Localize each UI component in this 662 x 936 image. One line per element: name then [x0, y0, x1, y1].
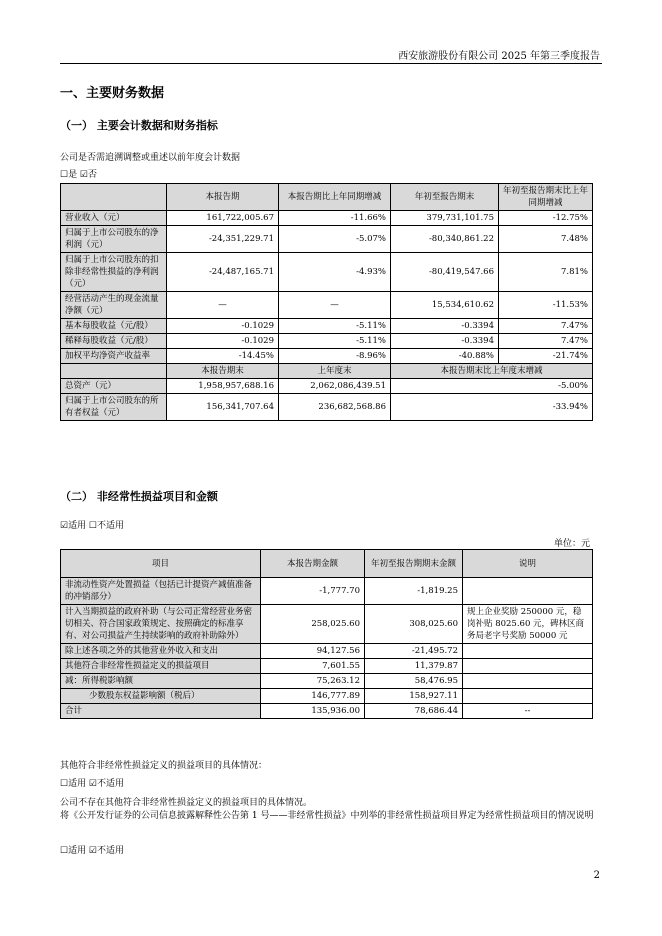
applicable-options: ☑适用 ☐不适用: [60, 521, 124, 531]
row-label: 归属于上市公司股东的扣除非经常性损益的净利润（元）: [61, 253, 167, 292]
table-row: [61, 349, 593, 364]
cell-value: 379,731,101.75: [391, 211, 499, 226]
t1-header2-cell: [61, 364, 167, 379]
t1-header-cell: 本报告期: [167, 184, 279, 211]
row-label: 减：所得税影响额: [61, 674, 261, 689]
subsection-title-1: （一） 主要会计数据和财务指标: [60, 119, 218, 132]
cell-value: 15,534,610.62: [391, 292, 499, 319]
row-label: 归属于上市公司股东的净利润（元）: [61, 226, 167, 253]
cell-note: [463, 659, 593, 674]
cell-value: -24,351,229.71: [167, 226, 279, 253]
reclass-options: ☐适用 ☑不适用: [60, 846, 124, 856]
cell-value: 78,686.44: [365, 704, 463, 719]
cell-value: 2,062,086,439.51: [279, 379, 391, 394]
cell-value: -33.94%: [391, 394, 593, 421]
table-row: [61, 644, 593, 659]
row-label: 稀释每股收益（元/股）: [61, 334, 167, 349]
table-row: [61, 292, 593, 319]
cell-value: -14.45%: [167, 349, 279, 364]
cell-value: 161,722,005.67: [167, 211, 279, 226]
cell-value: 7,601.55: [261, 659, 365, 674]
table-row: [61, 578, 593, 605]
t1-header2-cell: 上年度末: [279, 364, 391, 379]
other-items-title: 其他符合非经常性损益定义的损益项目的具体情况：: [60, 761, 268, 771]
cell-value: —: [279, 292, 391, 319]
row-label: 除上述各项之外的其他营业外收入和支出: [61, 644, 261, 659]
cell-value: -0.1029: [167, 334, 279, 349]
table-row: [61, 319, 593, 334]
cell-value: 11,379.87: [365, 659, 463, 674]
cell-value: -11.66%: [279, 211, 391, 226]
cell-note: [463, 578, 593, 605]
cell-value: 236,682,568.86: [279, 394, 391, 421]
cell-value: 135,936.00: [261, 704, 365, 719]
cell-value: -5.11%: [279, 319, 391, 334]
no-other-items-text: 公司不存在其他符合非经常性损益定义的损益项目的具体情况。: [60, 798, 313, 808]
page-number: 2: [593, 870, 600, 881]
cell-value: -80,419,547.66: [391, 253, 499, 292]
cell-value: 146,777.89: [261, 689, 365, 704]
non-recurring-table: [60, 549, 593, 719]
t1-header-cell: [61, 184, 167, 211]
t2-header-cell: 本报告期金额: [261, 550, 365, 578]
t1-header2-cell: 本报告期末比上年度末增减: [391, 364, 593, 379]
table-row: [61, 704, 593, 719]
table-row: [61, 379, 593, 394]
cell-value: 94,127.56: [261, 644, 365, 659]
table-row: [61, 334, 593, 349]
cell-value: 258,025.60: [261, 605, 365, 644]
cell-value: 7.47%: [499, 334, 593, 349]
table-row: [61, 226, 593, 253]
cell-value: -21,495.72: [365, 644, 463, 659]
t1-header-cell: 本报告期比上年同期增减: [279, 184, 391, 211]
cell-value: 58,476.95: [365, 674, 463, 689]
cell-note: [463, 689, 593, 704]
table-row: [61, 659, 593, 674]
cell-value: -1,777.70: [261, 578, 365, 605]
row-label: 经营活动产生的现金流量净额（元）: [61, 292, 167, 319]
cell-value: -4.93%: [279, 253, 391, 292]
row-label: 合计: [61, 704, 261, 719]
table-row: [61, 674, 593, 689]
row-label: 其他符合非经常性损益定义的损益项目: [61, 659, 261, 674]
header-rule: [60, 63, 602, 64]
t2-header-cell: 说明: [463, 550, 593, 578]
cell-value: -5.11%: [279, 334, 391, 349]
retro-options: ☐是 ☑否: [60, 170, 97, 180]
unit-label: 单位：元: [553, 539, 590, 549]
cell-value: 1,958,957,688.16: [167, 379, 279, 394]
other-items-options: ☐适用 ☑不适用: [60, 779, 124, 789]
cell-value: 158,927.11: [365, 689, 463, 704]
table-row: [61, 605, 593, 644]
cell-value: 7.48%: [499, 226, 593, 253]
cell-value: -1,819.25: [365, 578, 463, 605]
page-header: 西安旅游股份有限公司 2025 年第三季度报告: [398, 51, 600, 62]
row-label: 计入当期损益的政府补助（与公司正常经营业务密切相关、符合国家政策规定、按照确定的标准享有、对公司损益产生持续影响的政府补助除外）: [61, 605, 261, 644]
t1-header-cell: 年初至报告期末: [391, 184, 499, 211]
cell-value: -40.88%: [391, 349, 499, 364]
t2-header-cell: 项目: [61, 550, 261, 578]
cell-value: 75,263.12: [261, 674, 365, 689]
t1-header2-cell: 本报告期末: [167, 364, 279, 379]
row-label: 总资产（元）: [61, 379, 167, 394]
cell-note: 规上企业奖励 250000 元，稳岗补贴 8025.60 元，碑林区商务局老字号奖励 50000 元: [463, 605, 593, 644]
t2-header-cell: 年初至报告期期末金额: [365, 550, 463, 578]
cell-value: -5.00%: [391, 379, 593, 394]
cell-value: -8.96%: [279, 349, 391, 364]
row-label: 少数股东权益影响额（税后）: [61, 689, 261, 704]
table-row: [61, 211, 593, 226]
row-label: 非流动性资产处置损益（包括已计提资产减值准备的冲销部分）: [61, 578, 261, 605]
section-title: 一、主要财务数据: [60, 86, 165, 101]
table-row: [61, 253, 593, 292]
cell-value: -24,487,165.71: [167, 253, 279, 292]
cell-value: -5.07%: [279, 226, 391, 253]
cell-value: 7.81%: [499, 253, 593, 292]
key-financial-table: [60, 183, 593, 421]
subsection-title-2: （二） 非经常性损益项目和金额: [60, 490, 218, 503]
cell-value: -0.3394: [391, 334, 499, 349]
retro-question: 公司是否需追溯调整或重述以前年度会计数据: [60, 153, 241, 163]
row-label: 归属于上市公司股东的所有者权益（元）: [61, 394, 167, 421]
row-label: 基本每股收益（元/股）: [61, 319, 167, 334]
table-subheader-row: [61, 364, 593, 379]
cell-note: [463, 644, 593, 659]
reclass-text: 将《公开发行证券的公司信息披露解释性公告第 1 号——非经常性损益》中列举的非经常性损益项目界定为经常性损益项目的情况说明: [60, 811, 594, 821]
cell-value: -12.75%: [499, 211, 593, 226]
cell-value: 156,341,707.64: [167, 394, 279, 421]
cell-value: -80,340,861.22: [391, 226, 499, 253]
cell-note: [463, 674, 593, 689]
row-label: 营业收入（元）: [61, 211, 167, 226]
cell-value: -0.3394: [391, 319, 499, 334]
cell-note: --: [463, 704, 593, 719]
cell-value: -11.53%: [499, 292, 593, 319]
cell-value: 308,025.60: [365, 605, 463, 644]
cell-value: 7.47%: [499, 319, 593, 334]
row-label: 加权平均净资产收益率: [61, 349, 167, 364]
cell-value: -21.74%: [499, 349, 593, 364]
table-row: [61, 689, 593, 704]
t1-header-cell: 年初至报告期末比上年同期增减: [499, 184, 593, 211]
cell-value: -0.1029: [167, 319, 279, 334]
table-row: [61, 394, 593, 421]
cell-value: —: [167, 292, 279, 319]
